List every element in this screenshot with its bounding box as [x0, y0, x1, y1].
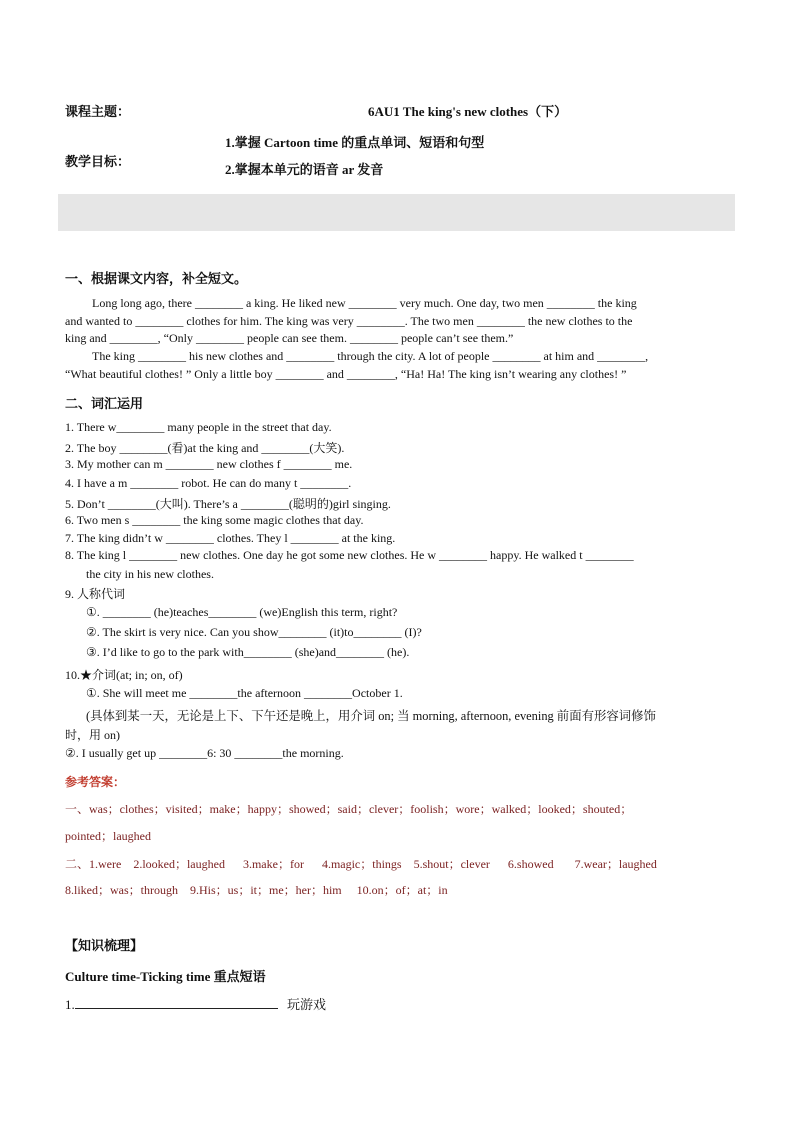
knowledge-item — [65, 994, 326, 1013]
exercise-item: 4. I have a m ________ robot. He can do many t ________. — [65, 476, 352, 490]
exercise-subitem: ②. The skirt is very nice. Can you show________ (it)to________ (I)? — [86, 625, 422, 639]
exercise-item: 3. My mother can m ________ new clothes f ________ me. — [65, 457, 353, 471]
answer-blank[interactable] — [75, 998, 278, 1009]
knowledge-title: 【知识梳理】 — [65, 938, 144, 953]
exercise-item: 2. The boy ________(看)at the king and ________(大笑). — [65, 441, 345, 455]
item-number: 1. — [65, 997, 75, 1012]
exercise-item: 8. The king l ________ new clothes. One day he got some new clothes. He w ________ happy. He walked t ________ — [65, 548, 634, 562]
exercise-subitem: ②. I usually get up ________6: 30 ________the morning. — [65, 746, 344, 760]
exercise-item: 9. 人称代词 — [65, 587, 126, 601]
answers-title: 参考答案： — [65, 775, 126, 789]
passage-line: and wanted to ________ clothes for him. The king was very ________. The two men ________ the new clothes to the — [65, 314, 633, 328]
gray-banner — [58, 194, 735, 231]
passage-line: “What beautiful clothes! ” Only a little boy ________ and ________, “Ha! Ha! The king isn’t wearing any clothes! ” — [65, 367, 627, 381]
goal-2: 2.掌握本单元的语音 ar 发音 — [225, 162, 384, 177]
item-text: 玩游戏 — [287, 997, 327, 1012]
exercise-item: 6. Two men s ________ the king some magic clothes that day. — [65, 513, 364, 527]
exercise-subitem: ③. I’d like to go to the park with________ (she)and________ (he). — [86, 645, 410, 659]
goal-label: 教学目标： — [65, 154, 131, 169]
exercise-subitem: ①. She will meet me ________the afternoon ________October 1. — [86, 686, 403, 700]
answer-line: 二、1.were 2.looked；laughed 3.make；for 4.magic；things 5.shout；clever 6.showed 7.wear；laughed — [65, 857, 657, 871]
section1-title: 一、根据课文内容，补全短文。 — [65, 271, 248, 286]
passage-line: king and ________, “Only ________ people can see them. ________ people can’t see them.” — [65, 331, 514, 345]
exercise-item: 5. Don’t ________(大叫). There’s a ________(聪明的)girl singing. — [65, 497, 391, 511]
topic-label: 课程主题： — [65, 104, 131, 119]
exercise-item: 1. There w________ many people in the street that day. — [65, 420, 332, 434]
topic-value: 6AU1 The king's new clothes（下） — [368, 104, 568, 119]
section2-title: 二、词汇运用 — [65, 396, 144, 411]
answer-line: 一、was；clothes；visited；make；happy；showed；said；clever；foolish；wore；walked；looked；shouted； — [65, 802, 633, 816]
exercise-note-cont: 时，用 on) — [65, 728, 120, 742]
exercise-subitem: ①. ________ (he)teaches________ (we)English this term, right? — [86, 605, 398, 619]
exercise-item-cont: the city in his new clothes. — [86, 567, 214, 581]
passage-line: Long long ago, there ________ a king. He liked new ________ very much. One day, two men ________ the king — [92, 296, 637, 310]
knowledge-subtitle: Culture time-Ticking time 重点短语 — [65, 969, 266, 984]
goal-1: 1.掌握 Cartoon time 的重点单词、短语和句型 — [225, 135, 485, 150]
passage-line: The king ________ his new clothes and ________ through the city. A lot of people ________ at him and ________, — [92, 349, 649, 363]
answer-line: 8.liked；was；through 9.His；us；it；me；her；him 10.on；of；at；in — [65, 883, 448, 897]
exercise-item: 7. The king didn’t w ________ clothes. They l ________ at the king. — [65, 531, 396, 545]
exercise-item: 10.★介词(at; in; on, of) — [65, 668, 183, 682]
exercise-note: (具体到某一天，无论是上下、下午还是晚上，用介词 on; 当 morning, afternoon, evening 前面有形容词修饰 — [86, 709, 656, 723]
answer-line: pointed；laughed — [65, 829, 151, 843]
